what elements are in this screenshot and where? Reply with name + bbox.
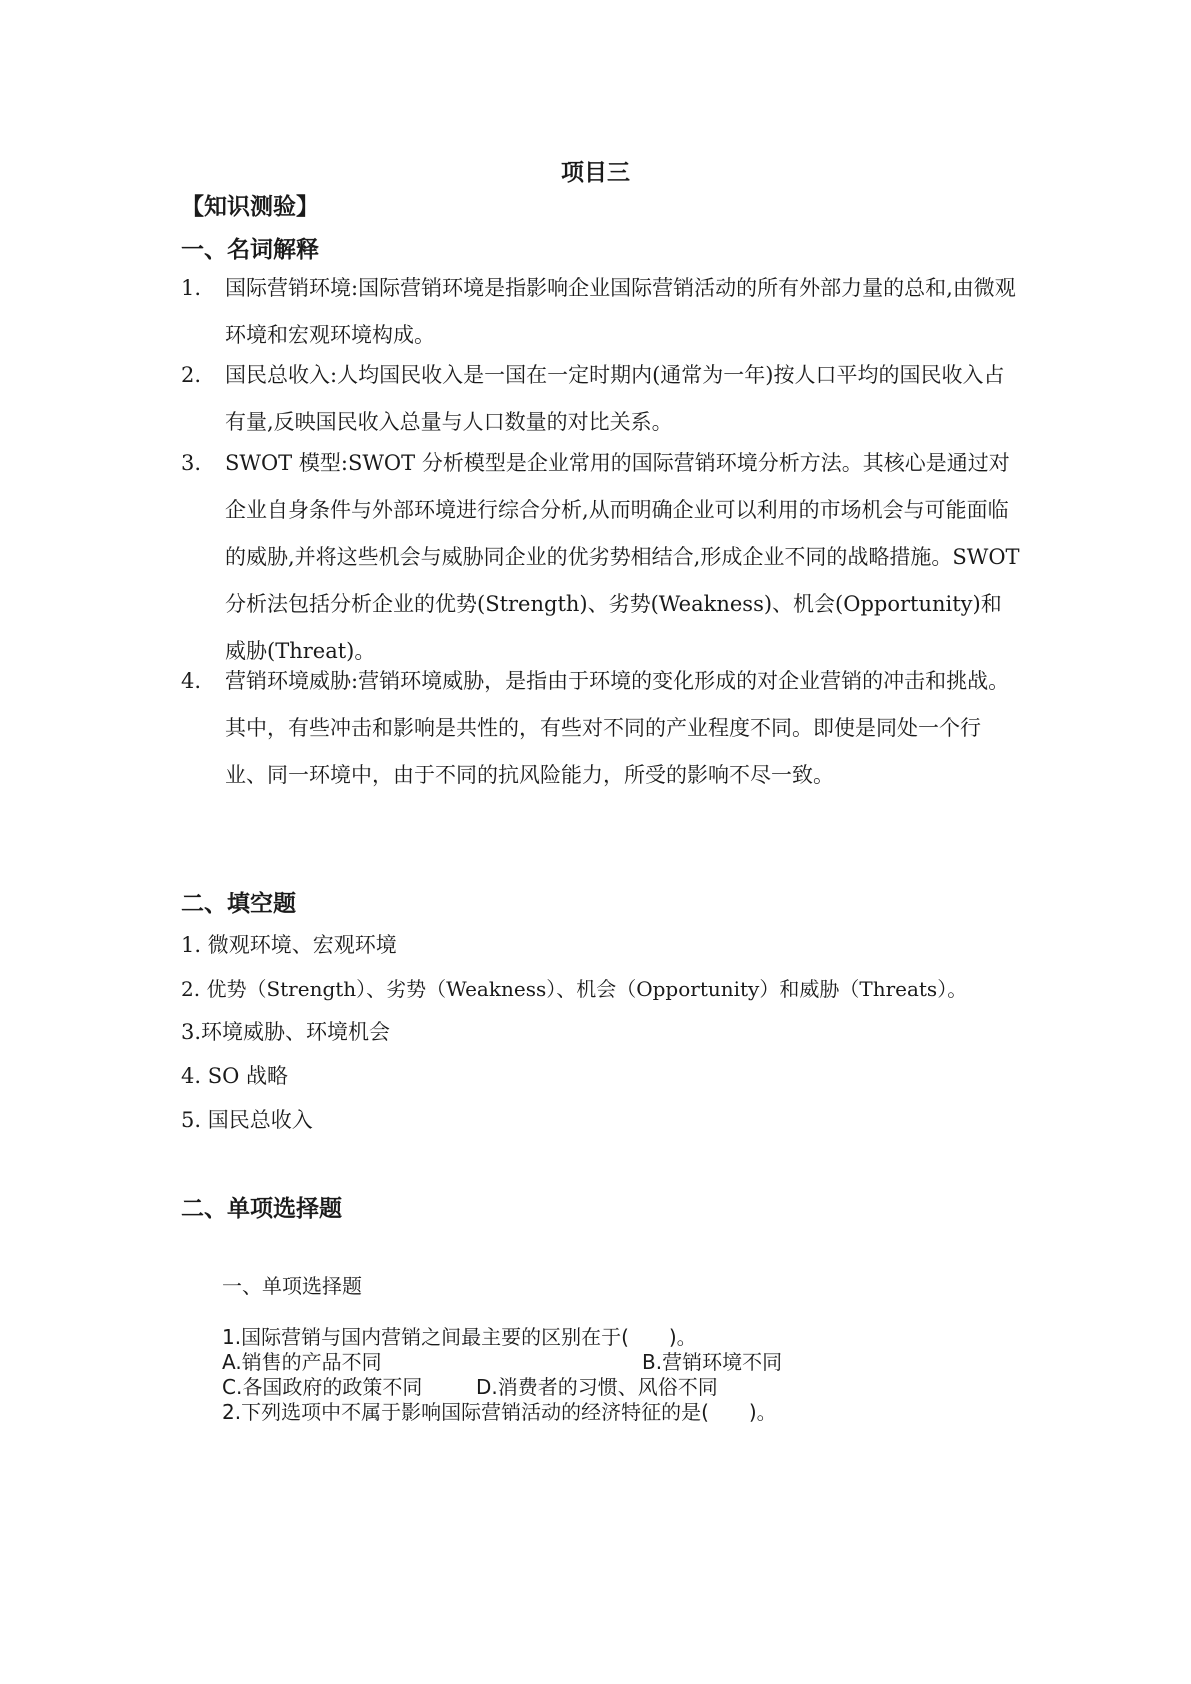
term-item (181, 265, 1021, 359)
knowledge-test-heading: 【知识测验】 (181, 194, 319, 220)
item-text: 国民总收入:人均国民收入是一国在一定时期内(通常为一年)按人口平均的国民收入占有量,反映国民收入总量与人口数量的对比关系。 (225, 363, 1005, 434)
fill-answer: 3.环境威胁、环境机会 (181, 1020, 391, 1044)
option-b: B.营销环境不同 (642, 1350, 783, 1374)
question-2: 2.下列选项中不属于影响国际营销活动的经济特征的是( )。 (222, 1400, 777, 1424)
item-text: 国际营销环境:国际营销环境是指影响企业国际营销活动的所有外部力量的总和,由微观环境和宏观环境构成。 (225, 276, 1016, 347)
term-item (181, 440, 1021, 675)
item-number: 4. (181, 669, 202, 693)
fill-answer: 2. 优势（Strength）、劣势（Weakness）、机会（Opportunity）和威胁（Threats）。 (181, 977, 968, 1001)
option-c: C.各国政府的政策不同 (222, 1375, 423, 1399)
item-text: SWOT 模型:SWOT 分析模型是企业常用的国际营销环境分析方法。其核心是通过对企业自身条件与外部环境进行综合分析,从而明确企业可以利用的市场机会与可能面临的威胁,并将这些机会与威胁同企业的优劣势相结合,形成企业不同的战略措施。SWOT 分析法包括分析企业的优势(Strength)、劣势(Weakness)、机会(Opportunity)和威胁(Threat)。 (225, 451, 1020, 663)
term-item (181, 352, 1021, 446)
page-title: 项目三 (561, 160, 630, 186)
question-1: 1.国际营销与国内营销之间最主要的区别在于( )。 (222, 1325, 697, 1349)
section-heading-fill-blank: 二、填空题 (181, 891, 296, 917)
item-number: 2. (181, 363, 202, 387)
term-item (181, 658, 1021, 848)
item-number: 3. (181, 451, 202, 475)
inner-heading: 一、单项选择题 (222, 1274, 362, 1298)
option-a: A.销售的产品不同 (222, 1350, 382, 1374)
section-heading-single-choice: 二、单项选择题 (181, 1196, 342, 1222)
fill-answer: 1. 微观环境、宏观环境 (181, 933, 397, 957)
item-number: 1. (181, 276, 202, 300)
section-heading-terms: 一、名词解释 (181, 237, 319, 263)
fill-answer: 5. 国民总收入 (181, 1108, 313, 1132)
fill-answer: 4. SO 战略 (181, 1064, 288, 1088)
item-text: 营销环境威胁:营销环境威胁，是指由于环境的变化形成的对企业营销的冲击和挑战。其中，有些冲击和影响是共性的，有些对不同的产业程度不同。即使是同处一个行业、同一环境中，由于不同的抗风险能力，所受的影响不尽一致。 (225, 669, 1010, 787)
option-d: D.消费者的习惯、风俗不同 (476, 1375, 718, 1399)
